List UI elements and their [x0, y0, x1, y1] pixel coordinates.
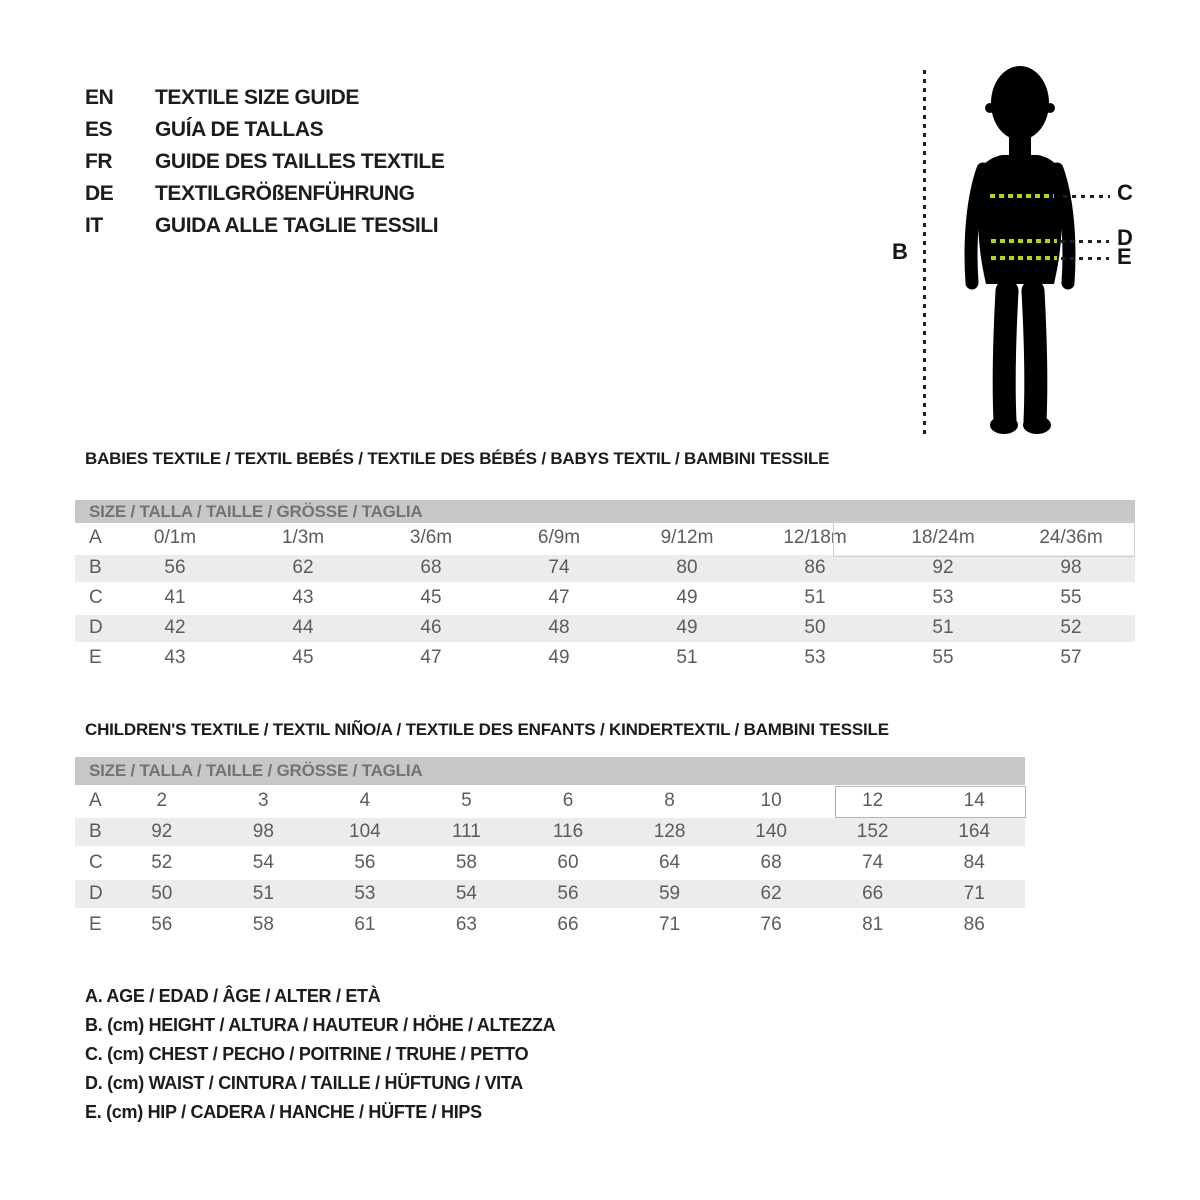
- language-label: GUÍA DE TALLAS: [155, 118, 324, 141]
- table-cell: 104: [349, 820, 381, 842]
- table-cell: 63: [455, 913, 477, 935]
- children-size-table: [75, 757, 1025, 940]
- table-cell: 54: [252, 851, 274, 873]
- table-cell: 68: [420, 557, 442, 578]
- table-cell: 49: [548, 647, 570, 668]
- table-row-b: [75, 553, 1135, 583]
- table-cell: 1/3m: [281, 527, 325, 548]
- legend-item-waist: D. (cm) WAIST / CINTURA / TAILLE / HÜFTUNG / VITA: [85, 1073, 523, 1093]
- table-cell: 56: [557, 882, 579, 904]
- row-label: B: [89, 557, 102, 578]
- language-label: GUIDA ALLE TAGLIE TESSILI: [155, 214, 439, 237]
- table-cell: 51: [676, 647, 698, 668]
- table-cell: 47: [548, 587, 570, 608]
- table-cell: 49: [676, 617, 698, 638]
- table-cell: 47: [420, 647, 442, 668]
- table-cell: 9/12m: [660, 527, 714, 548]
- table-row-e: [75, 909, 1025, 940]
- table-cell: 98: [1060, 557, 1082, 578]
- chest-measure-line: [990, 194, 1054, 198]
- measurement-legend: [85, 982, 555, 1127]
- legend-item-height: B. (cm) HEIGHT / ALTURA / HAUTEUR / HÖHE / ALTEZZA: [85, 1015, 556, 1035]
- table-cell: 66: [557, 913, 579, 935]
- row-label: D: [89, 882, 103, 904]
- table-cell: 52: [1060, 617, 1082, 638]
- table-cell: 71: [963, 882, 985, 904]
- table-cell: 14: [963, 789, 985, 811]
- row-label: C: [89, 587, 103, 608]
- table-row-d: [75, 878, 1025, 909]
- table-row-c: [75, 583, 1135, 613]
- language-code: DE: [85, 182, 114, 205]
- table-cell: 98: [252, 820, 274, 842]
- height-measure-line: [923, 70, 926, 436]
- size-header-band: SIZE / TALLA / TAILLE / GRÖSSE / TAGLIA: [75, 757, 1025, 785]
- table-row-b: [75, 816, 1025, 847]
- table-cell: 60: [557, 851, 579, 873]
- table-cell: 84: [963, 851, 985, 873]
- table-cell: 62: [760, 882, 782, 904]
- table-cell: 54: [455, 882, 477, 904]
- babies-size-table: [75, 500, 1135, 673]
- table-cell: 140: [755, 820, 787, 842]
- language-code: FR: [85, 150, 113, 173]
- table-cell: 51: [252, 882, 274, 904]
- table-cell: 164: [958, 820, 991, 842]
- table-cell: 0/1m: [153, 527, 197, 548]
- table-cell: 86: [963, 913, 985, 935]
- language-row-it: [85, 210, 444, 242]
- table-cell: 8: [664, 789, 675, 811]
- hip-measure-line: [991, 256, 1057, 260]
- table-cell: 43: [164, 647, 186, 668]
- row-label: B: [89, 820, 102, 842]
- row-label: D: [89, 617, 103, 638]
- row-label: A: [89, 789, 102, 811]
- table-cell: 81: [862, 913, 884, 935]
- table-cell: 116: [552, 820, 584, 842]
- row-label: A: [89, 527, 102, 548]
- table-cell: 55: [1060, 587, 1082, 608]
- table-cell: 71: [658, 913, 681, 935]
- table-cell: 152: [856, 820, 889, 842]
- table-cell: 55: [932, 647, 954, 668]
- table-cell: 18/24m: [911, 527, 975, 548]
- table-cell: 48: [548, 617, 570, 638]
- table-cell: 51: [932, 617, 954, 638]
- table-cell: 24/36m: [1039, 527, 1103, 548]
- table-cell: 43: [292, 587, 314, 608]
- language-row-fr: [85, 146, 444, 178]
- table-cell: 74: [548, 557, 570, 578]
- table-cell: 92: [151, 820, 173, 842]
- row-label: E: [89, 647, 102, 668]
- table-cell: 4: [359, 789, 371, 811]
- language-code: EN: [85, 86, 114, 109]
- language-code: ES: [85, 118, 113, 141]
- table-cell: 6/9m: [537, 527, 581, 548]
- table-row-a: [75, 785, 1025, 816]
- language-label: GUIDE DES TAILLES TEXTILE: [155, 150, 445, 173]
- table-cell: 53: [932, 587, 954, 608]
- table-cell: 44: [292, 617, 314, 638]
- table-cell: 128: [653, 820, 686, 842]
- legend-item-chest: C. (cm) CHEST / PECHO / POITRINE / TRUHE / PETTO: [85, 1044, 529, 1064]
- table-cell: 42: [164, 617, 186, 638]
- table-cell: 62: [292, 557, 314, 578]
- table-cell: 80: [676, 557, 698, 578]
- table-cell: 59: [658, 882, 681, 904]
- table-cell: 12: [862, 789, 884, 811]
- table-cell: 50: [804, 617, 826, 638]
- table-cell: 58: [252, 913, 274, 935]
- table-cell: 52: [151, 851, 173, 873]
- table-cell: 10: [760, 789, 782, 811]
- table-cell: 64: [658, 851, 681, 873]
- table-cell: 5: [461, 789, 472, 811]
- table-cell: 66: [862, 882, 884, 904]
- table-cell: 49: [676, 587, 698, 608]
- children-section-title: CHILDREN'S TEXTILE / TEXTIL NIÑO/A / TEXTILE DES ENFANTS / KINDERTEXTIL / BAMBINI TESSILE: [85, 720, 889, 739]
- language-row-en: [85, 82, 444, 114]
- language-row-es: [85, 114, 444, 146]
- table-cell: 61: [354, 913, 376, 935]
- table-cell: 53: [354, 882, 376, 904]
- table-cell: 3/6m: [409, 527, 453, 548]
- table-cell: 56: [151, 913, 173, 935]
- table-cell: 6: [562, 789, 574, 811]
- table-row-c: [75, 847, 1025, 878]
- table-cell: 58: [455, 851, 477, 873]
- table-cell: 41: [164, 587, 186, 608]
- table-cell: 50: [151, 882, 173, 904]
- table-cell: 56: [354, 851, 376, 873]
- chest-label: C: [1117, 180, 1133, 205]
- waist-measure-line: [991, 239, 1057, 243]
- children-table-rows: [75, 785, 1025, 940]
- babies-section-title: BABIES TEXTILE / TEXTIL BEBÉS / TEXTILE DES BÉBÉS / BABYS TEXTIL / BAMBINI TESSILE: [85, 449, 830, 468]
- language-row-de: [85, 178, 444, 210]
- language-label: TEXTILGRÖßENFÜHRUNG: [155, 182, 415, 205]
- table-cell: 3: [258, 789, 269, 811]
- table-cell: 74: [862, 851, 884, 873]
- table-cell: 92: [932, 557, 954, 578]
- legend-item-age: A. AGE / EDAD / ÂGE / ALTER / ETÀ: [85, 986, 381, 1006]
- table-cell: 46: [420, 617, 442, 638]
- legend-item-hip: E. (cm) HIP / CADERA / HANCHE / HÜFTE / HIPS: [85, 1102, 482, 1122]
- table-cell: 51: [804, 587, 826, 608]
- row-label: E: [89, 913, 102, 935]
- table-cell: 111: [451, 820, 481, 842]
- hip-pointer-line: [1061, 257, 1109, 260]
- chest-pointer-line: [1063, 195, 1110, 198]
- table-cell: 76: [760, 913, 782, 935]
- table-row-a: [75, 523, 1135, 553]
- language-title-block: [85, 82, 444, 242]
- table-cell: 57: [1060, 647, 1082, 668]
- table-cell: 45: [420, 587, 442, 608]
- table-row-e: [75, 643, 1135, 673]
- table-cell: 2: [156, 789, 168, 811]
- waist-label: D: [1117, 225, 1133, 250]
- table-cell: 12/18m: [783, 527, 847, 548]
- table-cell: 86: [804, 557, 826, 578]
- hip-label: E: [1117, 244, 1132, 269]
- height-label: B: [892, 239, 908, 264]
- waist-pointer-line: [1061, 240, 1109, 243]
- row-label: C: [89, 851, 103, 873]
- child-silhouette: [962, 63, 1082, 438]
- language-code: IT: [85, 214, 103, 237]
- table-row-d: [75, 613, 1135, 643]
- table-cell: 53: [804, 647, 826, 668]
- size-header-band: SIZE / TALLA / TAILLE / GRÖSSE / TAGLIA: [75, 500, 1135, 523]
- babies-table-rows: [75, 523, 1135, 673]
- language-label: TEXTILE SIZE GUIDE: [155, 86, 359, 109]
- table-cell: 45: [292, 647, 314, 668]
- table-cell: 68: [760, 851, 782, 873]
- table-cell: 56: [164, 557, 186, 578]
